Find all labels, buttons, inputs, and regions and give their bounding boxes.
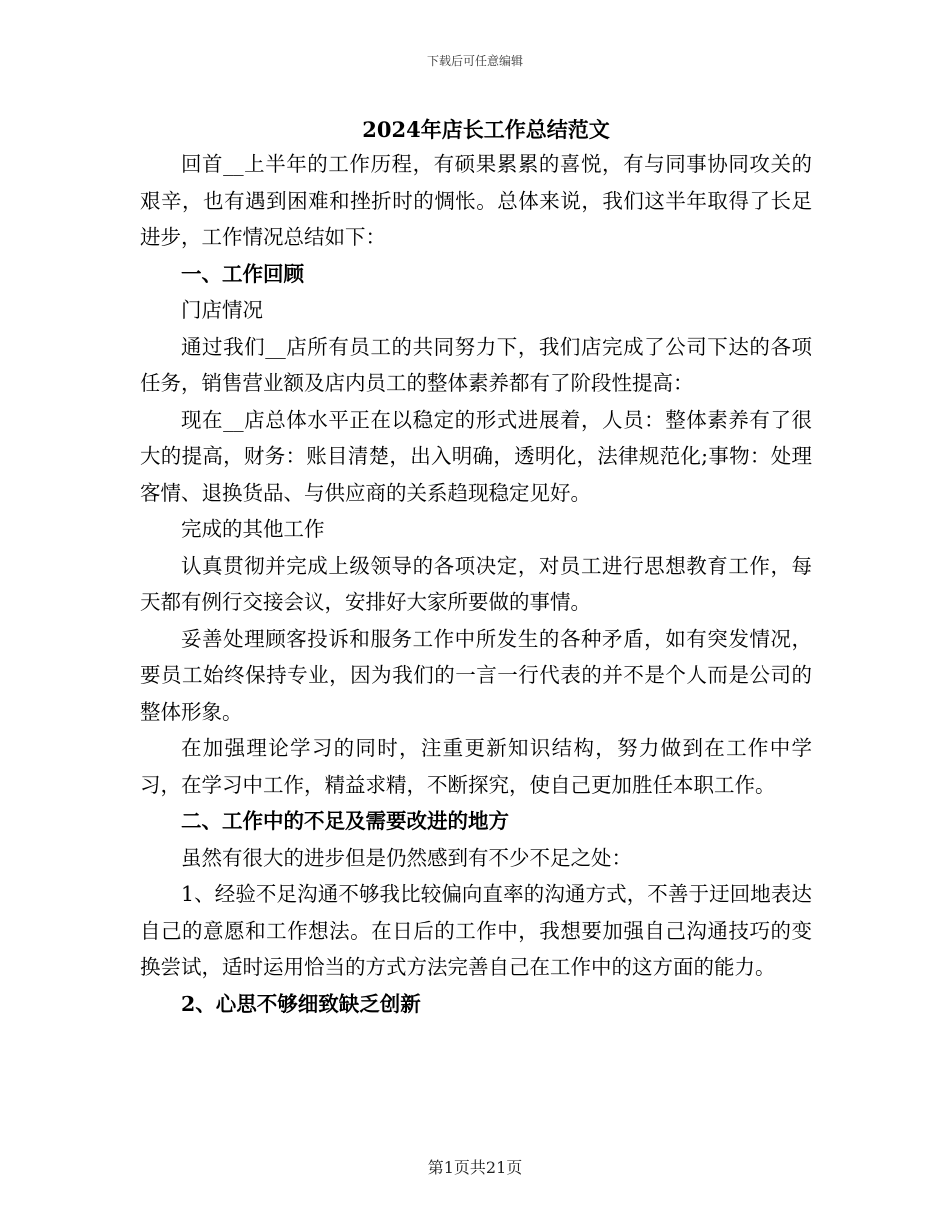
section-heading-shortcomings: 二、工作中的不足及需要改进的地方 — [181, 809, 509, 833]
header-note: 下载后可任意编辑 — [426, 54, 523, 68]
paragraph-communication: 1、经验不足沟通不够我比较偏向直率的沟通方式，不善于迂回地表达自己的意愿和工作想法。在日后的工作中，我想要加强自己沟通技巧的变换尝试，适时运用恰当的方式方法完善自己在工作中的这方面的能力。 — [140, 882, 812, 979]
paragraph-decisions: 认真贯彻并完成上级领导的各项决定，对员工进行思想教育工作，每天都有例行交接会议，安排好大家所要做的事情。 — [140, 553, 812, 614]
document-title: 2024年店长工作总结范文 — [362, 117, 610, 142]
subheading-store-status: 门店情况 — [181, 298, 263, 322]
paragraph-intro: 回首__上半年的工作历程，有硕果累累的喜悦，有与同事协同攻关的艰辛，也有遇到困难和挫折时的惆怅。总体来说，我们这半年取得了长足进步，工作情况总结如下： — [140, 152, 812, 249]
paragraph-shortcomings-intro: 虽然有很大的进步但是仍然感到有不少不足之处： — [181, 845, 632, 870]
section-heading-review: 一、工作回顾 — [181, 261, 304, 286]
page-number: 第1页共21页 — [427, 1158, 523, 1177]
subheading-innovation: 2、心思不够细致缺乏创新 — [181, 991, 421, 1016]
paragraph-complaints: 妥善处理顾客投诉和服务工作中所发生的各种矛盾，如有突发情况，要员工始终保持专业，因为我们的一言一行代表的并不是个人而是公司的整体形象。 — [140, 626, 812, 724]
paragraph-learning: 在加强理论学习的同时，注重更新知识结构，努力做到在工作中学习，在学习中工作，精益求精，不断探究，使自己更加胜任本职工作。 — [140, 736, 812, 797]
subheading-other-work: 完成的其他工作 — [181, 517, 325, 541]
paragraph-store-level: 现在__店总体水平正在以稳定的形式进展着，人员：整体素养有了很大的提高，财务：账目清楚，出入明确，透明化，法律规范化;事物：处理客情、退换货品、与供应商的关系趋现稳定见好。 — [140, 407, 812, 505]
paragraph-store-tasks: 通过我们__店所有员工的共同努力下，我们店完成了公司下达的各项任务，销售营业额及店内员工的整体素养都有了阶段性提高： — [140, 334, 812, 395]
document-body — [140, 146, 812, 1022]
